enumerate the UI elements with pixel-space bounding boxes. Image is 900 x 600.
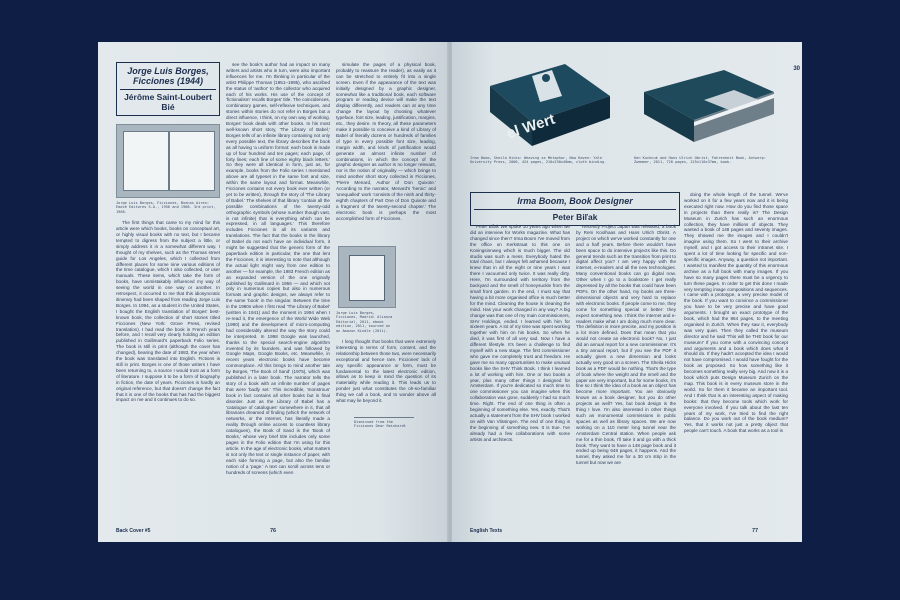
left-page-number: 76 <box>270 528 277 534</box>
sheila-hicks-book-photo <box>470 56 620 152</box>
right-page-number: 77 <box>752 528 759 534</box>
book-cover-text: el Wert <box>504 110 558 143</box>
ebook-reader-photo <box>338 246 396 308</box>
left-col1-paragraph: The first things that came to my mind for this article were which books, books on conceptual art, or highly visual books with no text, but I became tempted to digress from the subject a little, or simply address it in a somewhat different way. I thought of my shelves, such as the Thomas street guide for Los Angeles, which I collected from different places for some nine various editions of the time catalogue, which I also collected, or user manuals. These items, which take the form of books, have unmistakably influenced my way of seeing the world in one way or another. In retrospect, it occurred to me that this idiosyncratic itinerary had been shaped from reading Jorge Luis Borges. In 1994, as a student in the United States, I bought the English translation of Borges' best-known book, the collection of short stories titled Ficciones (New York: Grove Press, revised translation). I had read the book in French years before, and I recall very clearly holding an edition published in Gallimard's paperback Folio series. The book is still in print (although the cover has changed), bearing the date of 1983, the year when the book was translated into English. Fictions is still in print. Borges is one of those writers I have been returning to, a source I would trust as a form of literature. I suppose it to be a form of biography in fiction, the date of years. Ficciones is hardly an original reference, but that doesn't change the fact that it is one of the books that has had the biggest impact on me and it continues to do so. <box>116 220 220 403</box>
right-column-3-text <box>684 192 788 434</box>
fahrenheit-book-photo <box>634 62 784 152</box>
left-article-title: Jorge Luis Borges, Ficciones (1944) <box>127 66 209 86</box>
left-book-photo <box>116 124 220 198</box>
book-page-left-shape <box>123 131 169 191</box>
right-article-header <box>470 192 680 226</box>
left-image-caption-1: Jorge Luis Borges, Ficciones, Buenos Aires: Emecé Editores S.A., 1956 and 1968. 3rd print, 1968. <box>116 201 216 214</box>
book-photo-2-graphic <box>634 62 784 152</box>
left-article-header <box>116 62 220 116</box>
book-page-right-shape <box>169 131 215 191</box>
left-quote-caption: Dismissed from the Ficciones Dear Reinhardt <box>354 417 414 429</box>
right-footer: English Texts <box>470 528 503 534</box>
right-column-2-text <box>576 224 676 466</box>
left-column-3-text <box>336 62 436 240</box>
right-article-author: Peter Biľak <box>474 209 676 222</box>
book-photo-1-graphic <box>470 56 620 152</box>
right-page <box>452 42 802 542</box>
right-image-caption-1: Irma Boom, Sheila Hicks: Weaving as Metaphor, New Haven: Yale University Press, 2006, 424 pages, 210x230x40mm, cloth binding. <box>470 156 607 165</box>
left-footer: Back Cover #5 <box>116 528 151 534</box>
ebook-screen-shape <box>349 255 385 301</box>
right-column-2 <box>576 224 676 504</box>
left-image-caption-2: Jorge Luis Borges, Ficciones, Madrid: Alianza Editorial, 2011, ebook edition, 2011, sourced on an Amazon Kindle (2011). <box>336 311 393 333</box>
left-column-1-text <box>116 220 220 520</box>
right-column-3 <box>684 192 788 504</box>
left-col2-paragraph: see the book's author had an impact on many writers and artists who in turn, were also important influences for me. I'm thinking in particular of the artist Philippe Thomas (1951–1995), who ascribed the status of 'author' to the collector who acquired each of his works. His use of the concept of 'fictionalism' recalls Borges' title. The coincidences, combinatory games, self-reflexive techniques, and stories within stories do not refer in Borges but a direct influence, I think, on my own way of working. Borges' book deals with other books. In his most well-known short story, 'The Library of Babel,' Borges tells of an infinite library containing not only every possible text, the library describes the book as all having 'a uniform format: each book is made up of four hundred and ten pages; each page, of forty lines; each line of some eighty black letters.' So they were all identical in form, just as, for example, books from the Folio series I mentioned above are all typeset in the same font and size, within the same layout and format. Meanwhile, Ficciones contains not every book ever written (or yet to be written), through the story of 'The Library of Babel.' The shelves of that library 'contain all the possible combinations of the twenty-odd orthographic symbols (whose number though vast, is not infinite) that is everything which can be expressed, in all languages.' This therefore includes Ficciones in all its variants and translations. The fact that the books in the library of Babel do not each have an individual form, it might be suggested that the generic form of the paperback edition in particular, the one that lent the Ficciones, it is interesting to note that although the actual light might vary from one edition to another — for example, the 1983 French edition as an expanded version of the one originally published by Gallimard in 1956 — and which not only in numerous copies but also in numerous formats and graphic designs, we always refer to the same 'book' in the singular. Between the time in the 1980s when I first read 'The Library of Babel' (written in 1941) and the moment in 1994 when I re-read it, the emergence of the World Wide Web (1990) and the development of micro-computing had considerably altered the way the story could be interpreted. In 1998 Google was launched, thanks to the special search-engine algorithm invented by its founders, and was followed by Google Maps, Google Books, etc. Meanwhile, in recent years electronic books have become commonplace. All this brings to mind another tale by Borges, 'The Book of Sand' (1975), which was published in a later book. The narrator tells the story of a book with an infinite number of pages that were 'badly set.' This incredible, 'monstrous' book in fact contains all other books but in final disorder. Just as the Library of Babel has a 'catalogue of catalogues' somewhere in it, that all librarians dreamed of finding (which the network of networks, or the Internet, has literally made a reality through online access to countless library catalogues), the Book of Sand is the 'Book of Books,' whose very brief title includes only some pages in the Folio edition that I'm using for this article. In the age of electronic books, what matters is not only the text or single instance of paper, with each side forming a page, but also the familiar notion of a 'page.' A text can scroll across tens or hundreds of screens (which even <box>226 62 330 475</box>
right-col2-paragraph: Recently Project Japan was released, a book by Rem Koolhaas and Hans Ulrich Obrist. A project on which we've worked constantly for one and a half years. Before there wouldn't have been space to do intensive projects like this. Do general trends such as the transition from print to digital affect you? I am very happy with the internet, e-readers and all the new technologies. Many conventional books can go digital now. Other when I go to a bookstore I get really depressed by all the books that could have been PDFs. On the other hand, my books are three-dimensional objects and very hard to replace with electronic books. If people come to me, they come for something special or better: they expect something new. I think the internet and e-readers make what I am doing much more clear. The definition is more precise, and my position is a lot more defined. Does that mean that you would not create an electronic book? No, I just did an annual report for a new commissioner. It's a tiny annual report, but if you see the PDF it actually gives a new dimension and looks actually very good on a screen. The Sheila Hicks book as a PDF would be nothing. That's the type of book where the weight and the smell and the paper are very important, but for some books, it's fine so I think the idea of a book as an object has become more important. You are obviously known as a book designer, but you do other projects as well? Yes, but book design is the thing I love. I'm also interested in other things such as monumental commissions in public spaces as well as library spaces. We are now working on a 110 meter long tunnel near the Amsterdam Central station. When people ask me for a thin book, I'll take it and go with a thick book. They want to have a 148 page book and it ended up being 648 pages, it happens. And the tunnel, they asked me for a 30 cm strip in the tunnel but now we are <box>576 224 676 466</box>
left-article-author: Jérôme Saint-Loubert Bié <box>120 89 216 112</box>
left-col3b-paragraph: I long thought that books that were extremely interesting in terms of form, content, and the relationship between those two, were necessarily exceptional and hence rare. Ficciones' lack of any specific appearance or form, must be fundamental to the latest electronic edition, allows as to keep in mind the question of its materiality while reading it. This leads us to ponder just what constitutes the oh-so-familiar thing we call a book, and to wonder above all what may lie beyond it. <box>336 339 436 404</box>
left-header-column <box>116 62 220 520</box>
right-column-1-text <box>470 224 570 443</box>
left-column-3 <box>336 62 436 502</box>
left-column-3b-text <box>336 339 436 409</box>
left-col3-paragraph: simulate the pages of a physical book, probably to reassure the reader), as easily as it can be stretched to entirely fit into a single screen. Even if the appearance of the text was initially designed by a graphic designer, somewhat like a traditional book, each software program or reading device will make the text display differently, and readers can at any time change the layout by choosing whatever typeface, font size, leading, justification, margins, etc., they desire. In theory, all these parameters make it possible to conceive a kind of Library of Babel of literally dozens or hundreds of families of type in every possible font size, leading, margin width, and kinds of justification would generate an almost infinite number of combinations, in which the concept of the graphic designer as author is no longer relevant, nor is the notion of originality — which brings to mind another short story collected in Ficciones, 'Pierre Menard, Author of Don Quixote.' According to the narrator, Menard's 'heroic' and 'unequalled' work 'consists of the ninth and thirty-eighth chapters of Part One of Don Quixote and a fragment of the twenty-second chapter.' The electronic book is perhaps the most accomplished form of Ficciones. <box>336 62 436 221</box>
right-header-box <box>470 192 680 226</box>
right-article-title: Irma Boom, Book Designer <box>517 196 633 206</box>
right-image-caption-2: Ken Kuchnuk and Hans Ulrich Obrist, Fahrenheit Book, Antwerp: Zwemmer, 2011, 720 pages, 125x110x37mm, book. <box>634 156 766 165</box>
left-column-2 <box>226 62 330 502</box>
right-column-1 <box>470 224 570 504</box>
left-column-2-text <box>226 62 330 475</box>
right-col1-paragraph: Peter Biľak We spoke 10 years ago when we did an interview for Works magazine. What has changed since then? Irma Boom I've moved from the office on Kerkstraat to this one on Koningsinnweg which is much bigger. The old studio was such a mess. Everybody hated the total chaos, but I always felt ashamed because I knew that in all the eight or nine years I was there I vacuumed only twice. It was really dirty. Here, I'm surrounded with territory from the backyard and the smell of honeysuckle from the small front garden. In the end, I must say that having a bit more organised office is much better for the mind. Cleaning the house is cleaning the mind. Has your work changed in any way? A big change was that one of my main commissioners, SHV Holdings, ended. I learned with him for sixteen years. A lot of my time was spent working together with him on his books. So when he died, it was first of all very sad. Now I have a different lifestyle. It's been a challenge to find myself with a new stage. The first commissioner who gave me completely trust and freedom. He gave me so many opportunities to make unusual books like the SHV Think Book. I think I learned a lot of working with him. One or two books a year, plus many other things I designed for Amsterdam. If you're dedicated so much time to one commissioner you can imagine when this collaboration was gone, suddenly I had so much time. Right. The end of one thing is often a beginning of something else. Yes, exactly. That's actually a statement from the SHV book I worked on with Van Vlissingen. The end of one thing is the beginning of something new. It is true. I've already had a few collaborations with some artists and architects. <box>470 224 570 442</box>
right-side-tag: 30 <box>793 66 800 72</box>
right-col3-paragraph: doing the whole length of the tunnel. We've worked on it for a few years now and it is being executed right now. How do you find those space in projects than there really is? The Design Museum in Zurich has such an enormous collection, they have millions of objects. They wanted a book of 148 pages and seventy images. They showed me the images and I couldn't imagine using them. So I went to their archive myself, and I got access to their intranet site. I spent a lot of time looking for specific and non-specific images. Anyway, a question not important. I wanted to manifest the quantity of this enormous archive as a full book with many images. If you have so many pages there must be a urgency to turn these pages. In order to get this done I made very tempting image compositions and sequences. I came with a prototype, a very precise model of the book. If you want to convince a commissioner you have to be very precise and have good arguments. I brought an exact prototype of the book, which had the 864 pages, to the meeting organised in Zurich. When they saw it, everybody was very quiet. Then they called the museum director and he said 'This will be THE book for our museum!' If you come with a convincing concept and arguments and a book which does what it should do. If they hadn't accepted the idea I would not have compromised. I would have fought for the book as proposed. So how something like it becomes something really very big. And now it is a book which puts Design Museum Zurich on the map. This book is in every museum store in the world. So for them it became an important tool. And I think that is an interesting aspect of making books: that they become tools which work for everyone involved. If you talk about the last ten years of my work, I've tried to find the right balance. Do you work out of the book medium? Yes, that it works not just a pretty object that people can't touch. A book that works as a tool is <box>684 192 788 434</box>
left-page <box>98 42 448 542</box>
magazine-spread <box>98 42 802 542</box>
